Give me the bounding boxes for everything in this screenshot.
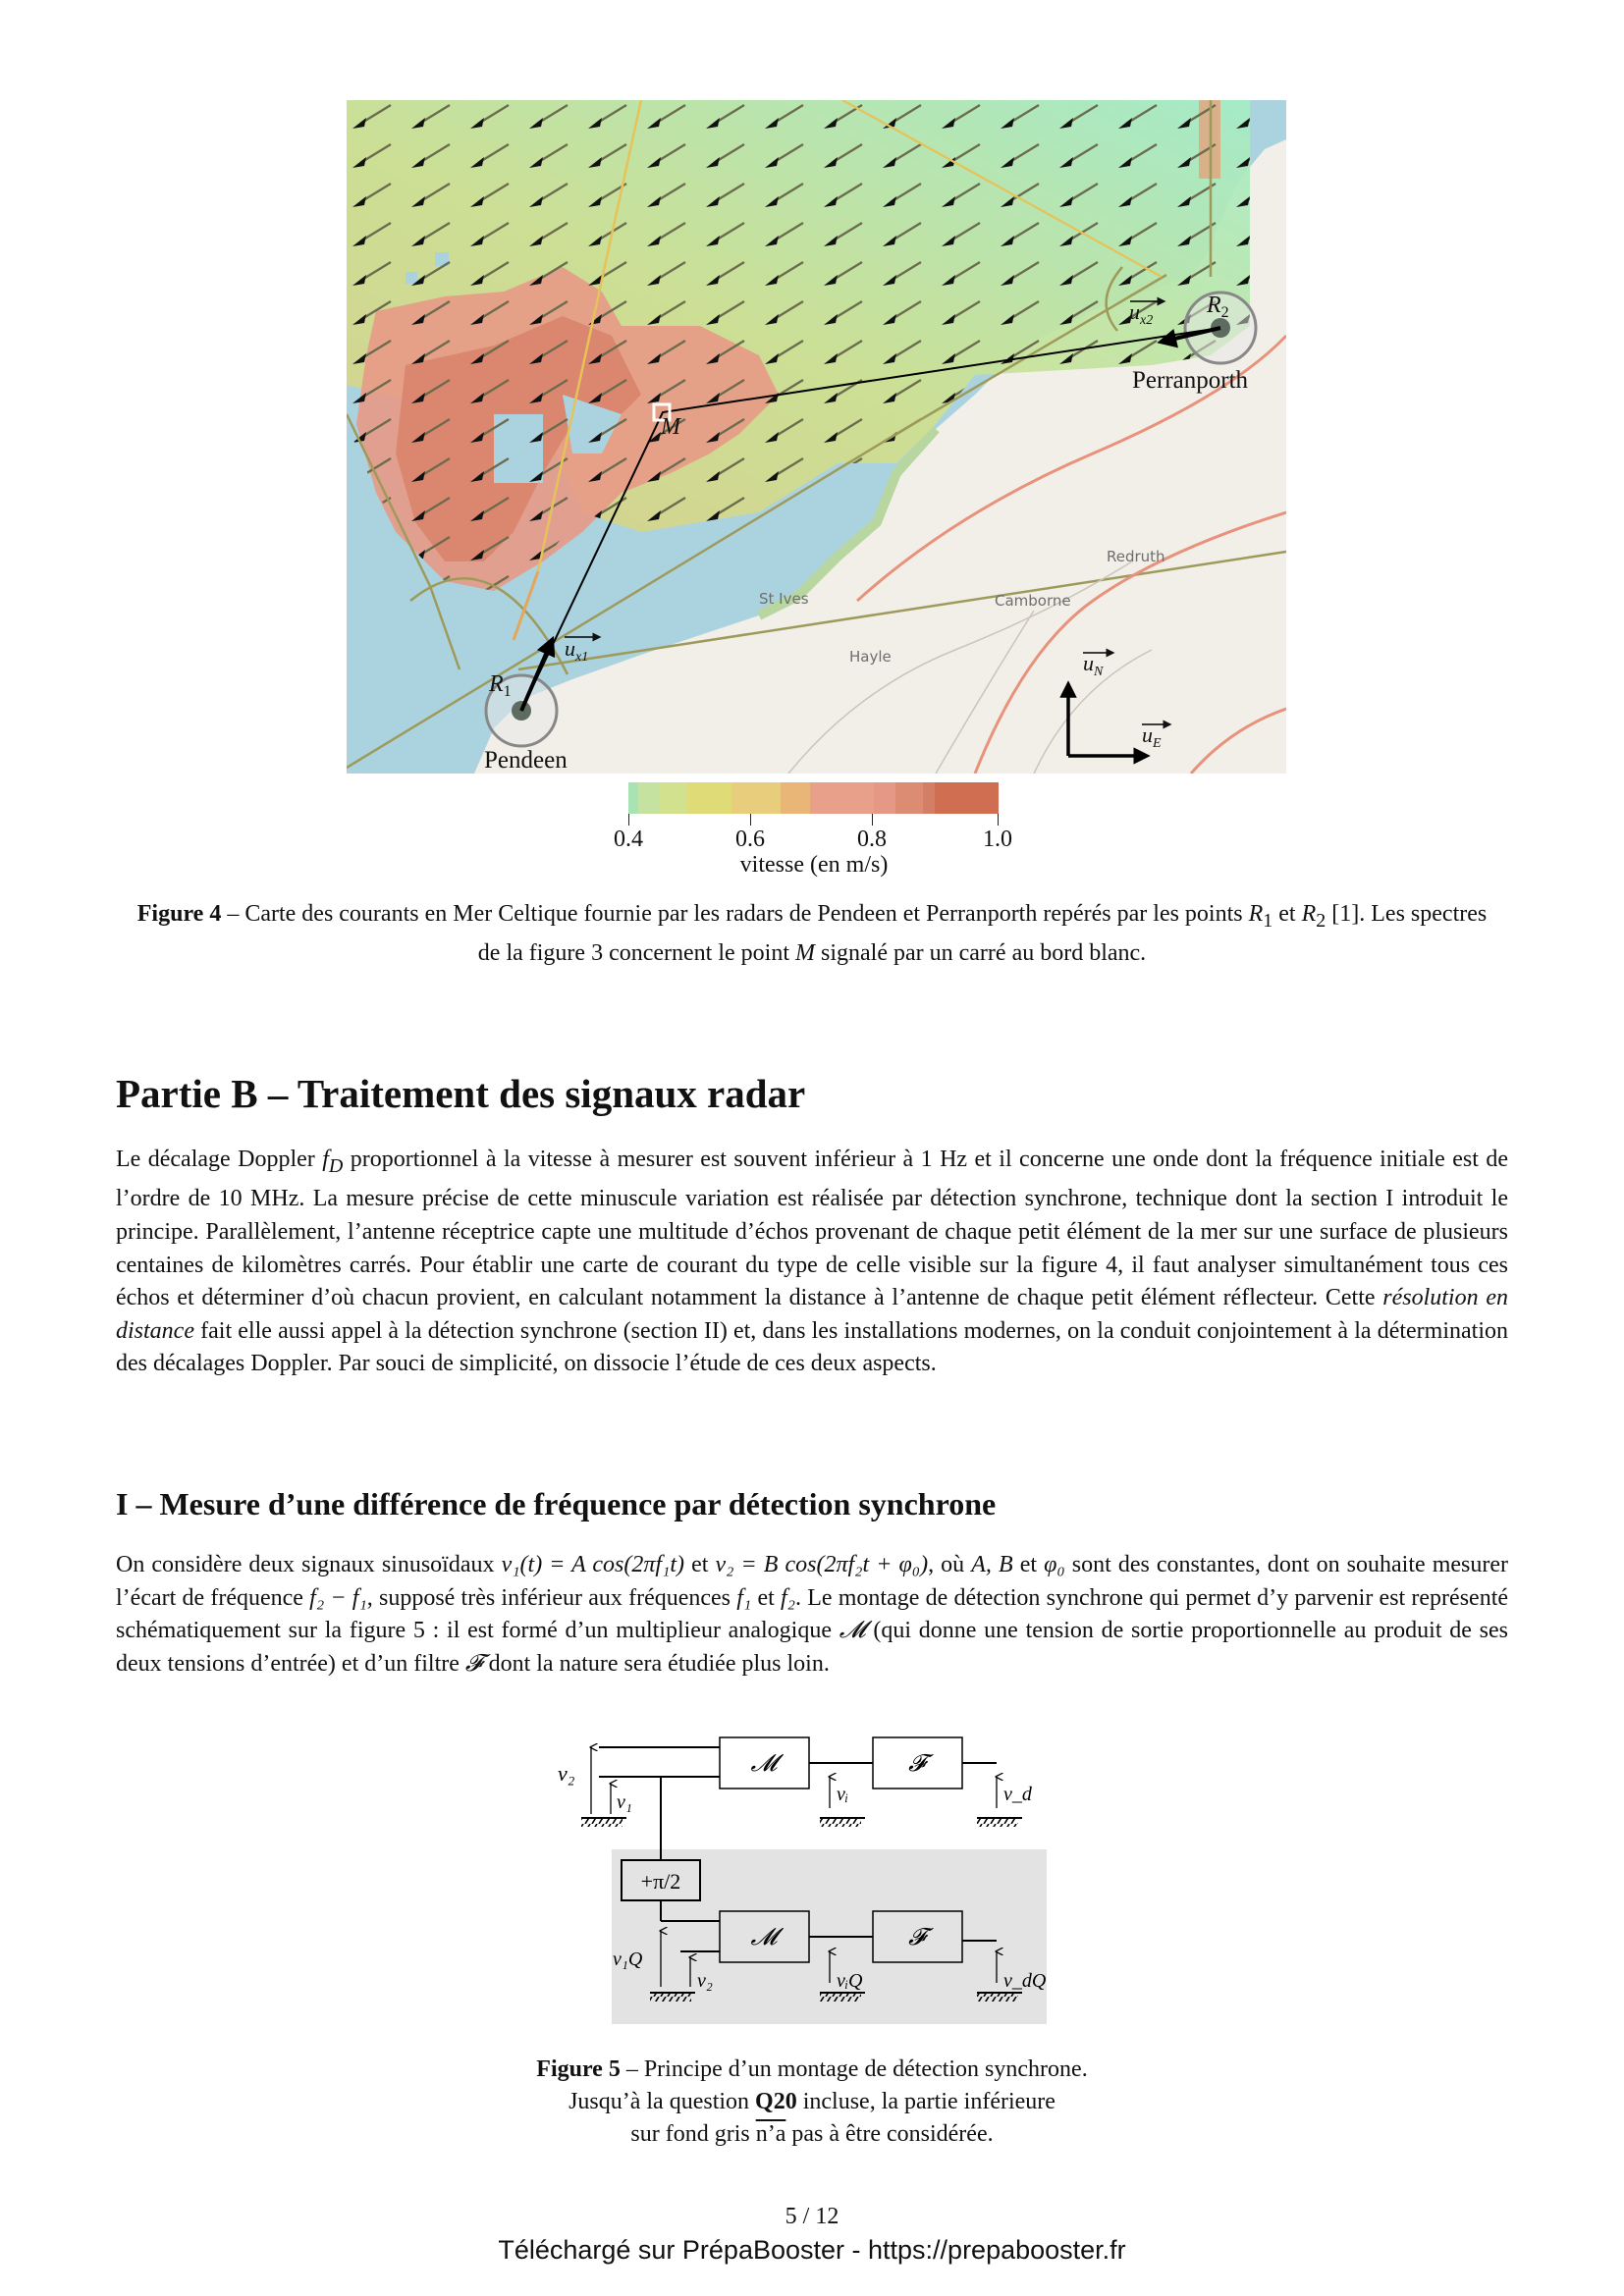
colorbar-tick bbox=[750, 814, 751, 826]
svg-text:𝓜: 𝓜 bbox=[750, 1925, 778, 1950]
synchronous-detection-diagram bbox=[550, 1730, 1080, 2054]
colorbar-label: vitesse (en m/s) bbox=[739, 852, 889, 878]
svg-text:R2: $R_2$ bbox=[1207, 293, 1229, 321]
colorbar-segment bbox=[874, 782, 895, 814]
svg-text:+π/2: +π/2 bbox=[640, 1869, 681, 1894]
colorbar-tick-label: 1.0 bbox=[983, 827, 1012, 852]
perranporth-label: Perranporth bbox=[1132, 367, 1249, 394]
town-camborne: Camborne bbox=[995, 592, 1071, 610]
svg-text:vᵢ: vᵢ bbox=[837, 1784, 849, 1805]
town-hayle: Hayle bbox=[849, 648, 892, 666]
svg-text:vᵢQ: vᵢQ bbox=[837, 1970, 863, 1992]
section-title-I: I – Mesure d’une différence de fréquence par détection synchrone bbox=[116, 1486, 997, 1522]
colorbar-segment bbox=[895, 782, 922, 814]
town-redruth: Redruth bbox=[1107, 548, 1165, 565]
svg-text:v₂: v₂ bbox=[697, 1970, 713, 1992]
velocity-colorbar bbox=[628, 782, 999, 814]
section-I-paragraph: On considère deux signaux sinusoïdaux v₁(t) = A cos(2πf₁t) et v₂ = B cos(2πf₂t + φ₀), où A, B et φ₀ sont des constantes, dont on souhaite mesurer l’écart de fréquence f₂ − f₁, supposé très inférieur aux fréquences f₁ et f₂. Le montage de détection synchrone qui permet d’y parvenir est représenté schématiquement sur la figure 5 : il est formé d’un multiplieur analogique 𝓜 (qui donne une tension de sortie proportionnelle au produit de ses deux tensions d’entrée) et d’un filtre 𝓕 dont la nature sera étudiée plus loin. bbox=[116, 1552, 1509, 1677]
point-M-label: M bbox=[661, 414, 680, 440]
svg-text:uN: $u_N$ bbox=[1083, 651, 1104, 679]
colorbar-segment bbox=[731, 782, 781, 814]
colorbar-tick bbox=[872, 814, 873, 826]
colorbar-tick bbox=[998, 814, 999, 826]
partie-b-paragraph: Le décalage Doppler $f_D$ proportionnel à la vitesse à mesurer est souvent inférieur à 1 Hz et il concerne une onde dont la fréquence initiale est de l’ordre de 10 MHz. La mesure précise de cette minuscule variation est réalisée par détection synchrone, technique dont la section I introduit le principe. Parallèlement, l’antenne réceptrice capte une multitude d’échos provenant de chaque petit élément de la mer sur une surface de plusieurs centaines de kilomètres carrés. Pour établir une carte de courant du type de celle visible sur la figure 4, il faut analyser simultanément tous ces échos et déterminer d’où chacun provient, en calculant notamment la distance à l’antenne de chaque petit élément réflecteur. Cette résolution en distance fait elle aussi appel à la détection synchrone (section II) et, dans les installations modernes, on la conduit conjointement à la détermination des décalages Doppler. Par souci de simplicité, on dissocie l’étude de ces deux aspects. bbox=[116, 1147, 1509, 1377]
colorbar-segment bbox=[923, 782, 935, 814]
svg-text:uE: $u_E$ bbox=[1142, 722, 1162, 751]
colorbar-tick-label: 0.8 bbox=[857, 827, 887, 852]
colorbar-tick-label: 0.4 bbox=[614, 827, 643, 852]
figure-5-caption: Figure 5 – Principe d’un montage de détection synchrone. Jusqu’à la question Q20 incluse, la partie inférieure sur fond gris n’a pas à être considérée. bbox=[536, 2056, 1088, 2147]
colorbar-segment bbox=[660, 782, 686, 814]
svg-text:v₁Q: v₁Q bbox=[613, 1949, 643, 1970]
colorbar-tick-label: 0.6 bbox=[735, 827, 765, 852]
figure-number: Figure 4 bbox=[136, 901, 222, 927]
question-ref: Q20 bbox=[755, 2089, 797, 2114]
svg-text:v₂: v₂ bbox=[558, 1761, 575, 1786]
colorbar-segment bbox=[638, 782, 660, 814]
section-title-partie-b: Partie B – Traitement des signaux radar bbox=[116, 1071, 806, 1116]
svg-text:v₁: v₁ bbox=[617, 1791, 632, 1813]
town-st-ives: St Ives bbox=[759, 590, 809, 608]
svg-text:ux2: $u_{x2}$ bbox=[1129, 299, 1154, 328]
svg-text:ux1: $u_{x1}$ bbox=[565, 636, 589, 665]
colorbar-segment bbox=[687, 782, 731, 814]
colorbar-segment bbox=[781, 782, 810, 814]
figure-number: Figure 5 bbox=[536, 2056, 621, 2082]
pendeen-label: Pendeen bbox=[484, 747, 568, 774]
colorbar-segment bbox=[628, 782, 638, 814]
colorbar-segment bbox=[810, 782, 874, 814]
svg-text:v_d: v_d bbox=[1003, 1784, 1032, 1805]
svg-text:𝓜: 𝓜 bbox=[750, 1751, 778, 1777]
svg-text:v_dQ: v_dQ bbox=[1003, 1970, 1047, 1992]
colorbar-segment bbox=[935, 782, 999, 814]
svg-text:𝓕: 𝓕 bbox=[908, 1751, 926, 1777]
svg-text:R1: $R_1$ bbox=[489, 671, 512, 700]
download-footer: Téléchargé sur PrépaBooster - https://prepabooster.fr bbox=[498, 2235, 1126, 2265]
figure-4-caption: Figure 4 – Carte des courants en Mer Celtique fournie par les radars de Pendeen et Perranporth repérés par les points $R_1$ et $R_2$ [1]. Les spectres de la figure 3 concernent le point M signalé par un carré au bord blanc. bbox=[136, 901, 1488, 966]
svg-text:𝓕: 𝓕 bbox=[908, 1925, 926, 1950]
current-map-figure bbox=[347, 100, 1286, 774]
colorbar-tick bbox=[628, 814, 629, 826]
page-number: 5 / 12 bbox=[785, 2204, 839, 2229]
